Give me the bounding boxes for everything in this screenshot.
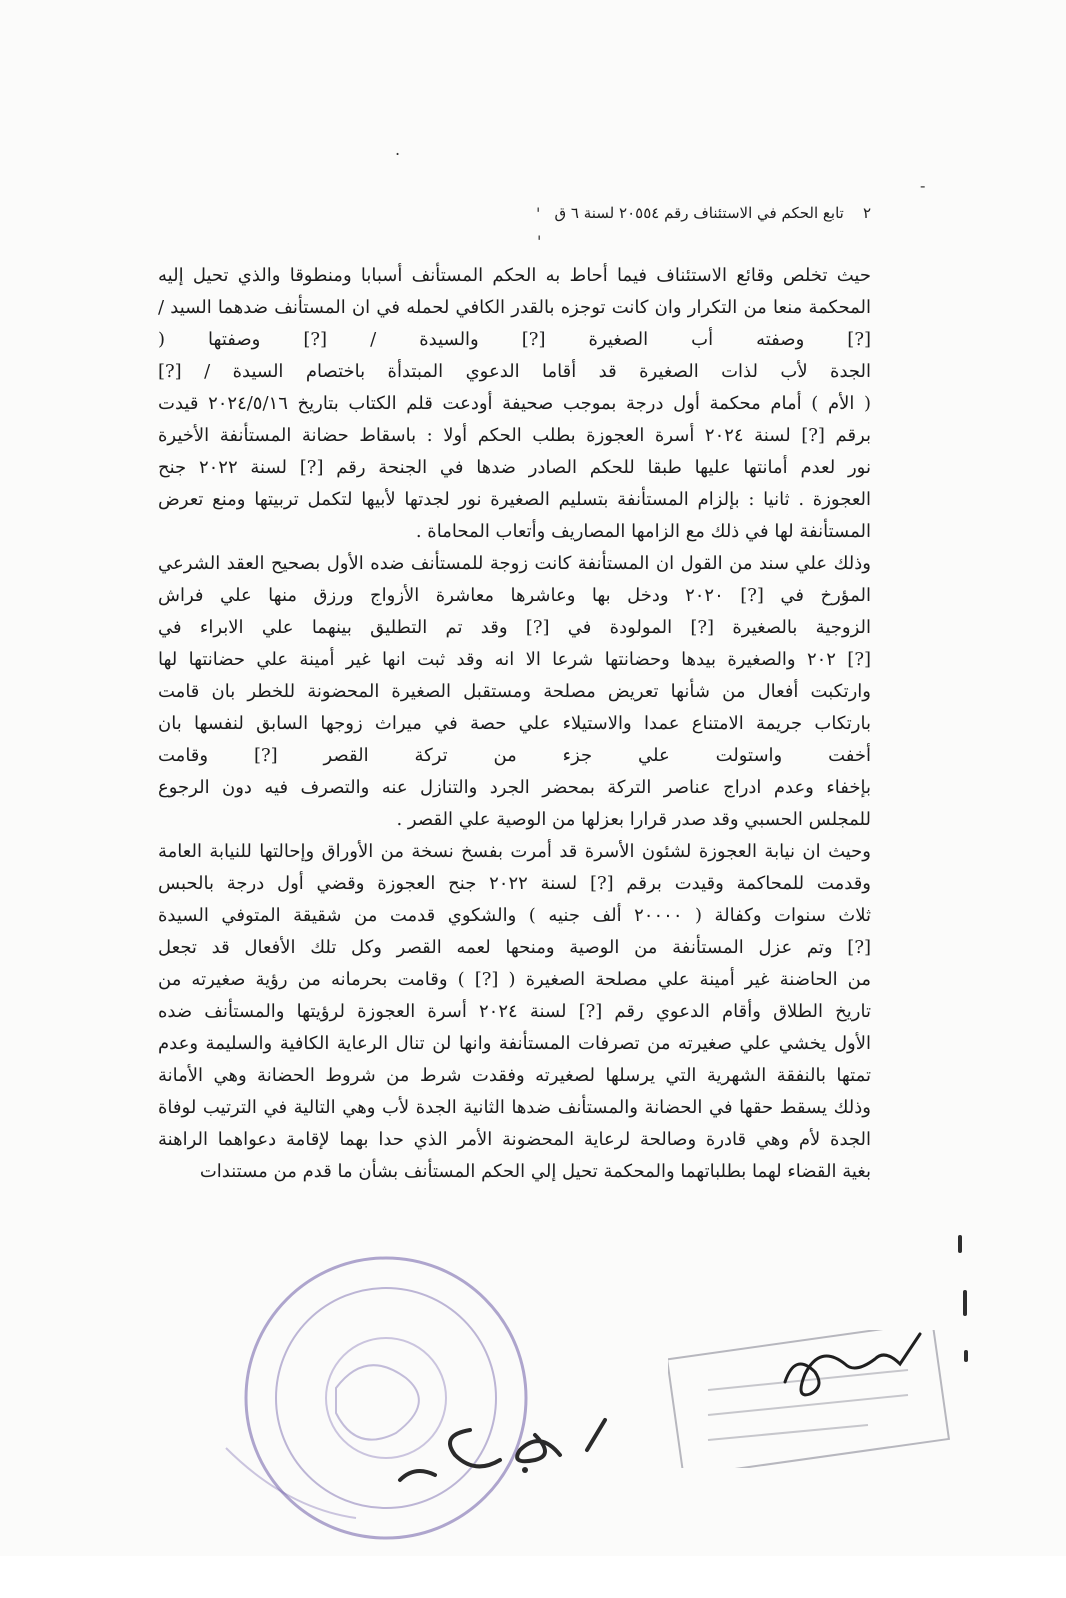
body-line: المستأنفة لها في ذلك مع الزامها المصاريف وأتعاب المحاماة .: [415, 521, 871, 542]
margin-mark: [964, 1350, 968, 1362]
body-line: الأول يخشي علي صغيرته من تصرفات المستأنفة وانها لن تنال الرعاية الكافية والسليمة وعدم: [158, 1033, 871, 1054]
body-line: المحكمة منعا من التكرار وان كانت توجزه بالقدر الكافي لحمله في ان المستأنف ضدهما السيد /: [158, 297, 871, 318]
header-title: تابع الحكم في الاستئناف رقم ٢٠٥٥٤ لسنة ٦ ق: [554, 204, 844, 222]
ink-speck: .: [395, 140, 401, 159]
margin-mark: [958, 1235, 962, 1253]
clerk-handwritten-mark: [385, 1400, 620, 1495]
ink-speck: ': [536, 204, 541, 223]
body-line: [?] وصفته أب الصغيرة [?] والسيدة / [?] وصفتها (: [158, 329, 871, 350]
body-line: الجدة لأم وهي قادرة وصالحة لرعاية المحضونة الأمر الذي حدا بهما لإقامة دعواهما الراهنة: [158, 1129, 871, 1150]
judge-signature: [775, 1322, 945, 1412]
body-line: الجدة لأب لذات الصغيرة قد أقاما الدعوي المبتدأة باختصام السيدة / [?]: [158, 361, 871, 382]
body-line: [?] وتم عزل المستأنفة من الوصية ومنحها لعمه القصر وكل تلك الأفعال قد تجعل: [158, 937, 871, 958]
body-line: العجوزة . ثانيا : بإلزام المستأنفة بتسليم الصغيرة نور لجدتها لأبيها لتكمل تربيتها ومنع تعرض: [158, 489, 871, 510]
body-line: برقم [?] لسنة ٢٠٢٤ أسرة العجوزة بطلب الحكم أولا : باسقاط حضانة المستأنفة الأخيرة: [158, 425, 871, 446]
body-line: نور لعدم أمانتها عليها طبقا للحكم الصادر ضدها في الجنحة رقم [?] لسنة ٢٠٢٢ جنح: [158, 457, 871, 478]
body-line: الزوجية بالصغيرة [?] المولودة في [?] وقد تم التطليق بينهما علي الابراء في: [158, 617, 871, 638]
body-line: ثلاث سنوات وكفالة ( ٢٠٠٠٠ ألف جنيه ) والشكوي قدمت من شقيقة المتوفي السيدة: [158, 905, 871, 926]
body-line: وذلك يسقط حقها في الحضانة والمستأنف ضدها الثانية الجدة لأب وهي التالية في الترتيب لوفاة: [158, 1097, 871, 1118]
page-header: [555, 204, 872, 222]
body-line: بارتكاب جريمة الامتناع عمدا والاستيلاء علي حصة في ميراث زوجها السابق لنفسها بان: [158, 713, 871, 734]
body-line: أخفت واستولت علي جزء من تركة القصر [?] وقامت: [158, 745, 871, 766]
body-line: وارتكبت أفعال من شأنها تعريض مصلحة ومستقبل الصغيرة المحضونة للخطر بان قامت: [158, 681, 871, 702]
body-line: المؤرخ في [?] ٢٠٢٠ ودخل بها وعاشرها معاشرة الأزواج ورزق منها علي فراش: [158, 585, 871, 606]
body-line: بغية القضاء لهما بطلباتهما والمحكمة تحيل إلي الحكم المستأنف بشأن ما قدم من مستندات: [199, 1161, 871, 1182]
ink-speck: ': [537, 232, 542, 251]
ink-speck: -: [920, 176, 926, 195]
margin-mark: [963, 1290, 967, 1316]
body-line: تاريخ الطلاق وأقام الدعوي رقم [?] لسنة ٢٠٢٤ أسرة العجوزة لرؤيتها والمستأنف ضده: [158, 1001, 871, 1022]
body-line: ( الأم ) أمام محكمة أول درجة بموجب صحيفة أودعت قلم الكتاب بتاريخ ٢٠٢٤/٥/١٦ قيدت: [158, 393, 871, 414]
body-line: من الحاضنة غير أمينة علي مصلحة الصغيرة ( [?] ) وقامت بحرمانه من رؤية صغيرته من: [158, 969, 871, 990]
body-line: وذلك علي سند من القول ان المستأنفة كانت زوجة للمستأنف ضده الأول بصحيح العقد الشرعي: [158, 553, 871, 574]
body-line: وقدمت للمحاكمة وقيدت برقم [?] لسنة ٢٠٢٢ جنح العجوزة وقضي أول درجة بالحبس: [158, 873, 871, 894]
body-line: للمجلس الحسبي وقد صدر قرارا بعزلها من الوصية علي القصر .: [396, 809, 871, 830]
body-line: تمتها بالنفقة الشهرية التي يرسلها لصغيرته وفقدت شرط من شروط الحضانة وهي الأمانة: [158, 1065, 871, 1086]
judgment-body: [158, 260, 871, 1188]
body-line: [?] ٢٠٢ والصغيرة بيدها وحضانتها شرعا الا انه وقد ثبت انها غير أمينة علي حضانتها لها: [158, 649, 871, 670]
page-number: ٢: [862, 204, 871, 222]
body-line: حيث تخلص وقائع الاستئناف فيما أحاط به الحكم المستأنف أسبابا ومنطوقا والذي تحيل إليه: [158, 265, 871, 286]
body-line: بإخفاء وعدم ادراج عناصر التركة بمحضر الجرد والتنازل عنه والتصرف فيه دون الرجوع: [158, 777, 871, 798]
body-line: وحيث ان نيابة العجوزة لشئون الأسرة قد أمرت بفسخ نسخة من الأوراق وإحالتها للنيابة العامة: [158, 841, 871, 862]
